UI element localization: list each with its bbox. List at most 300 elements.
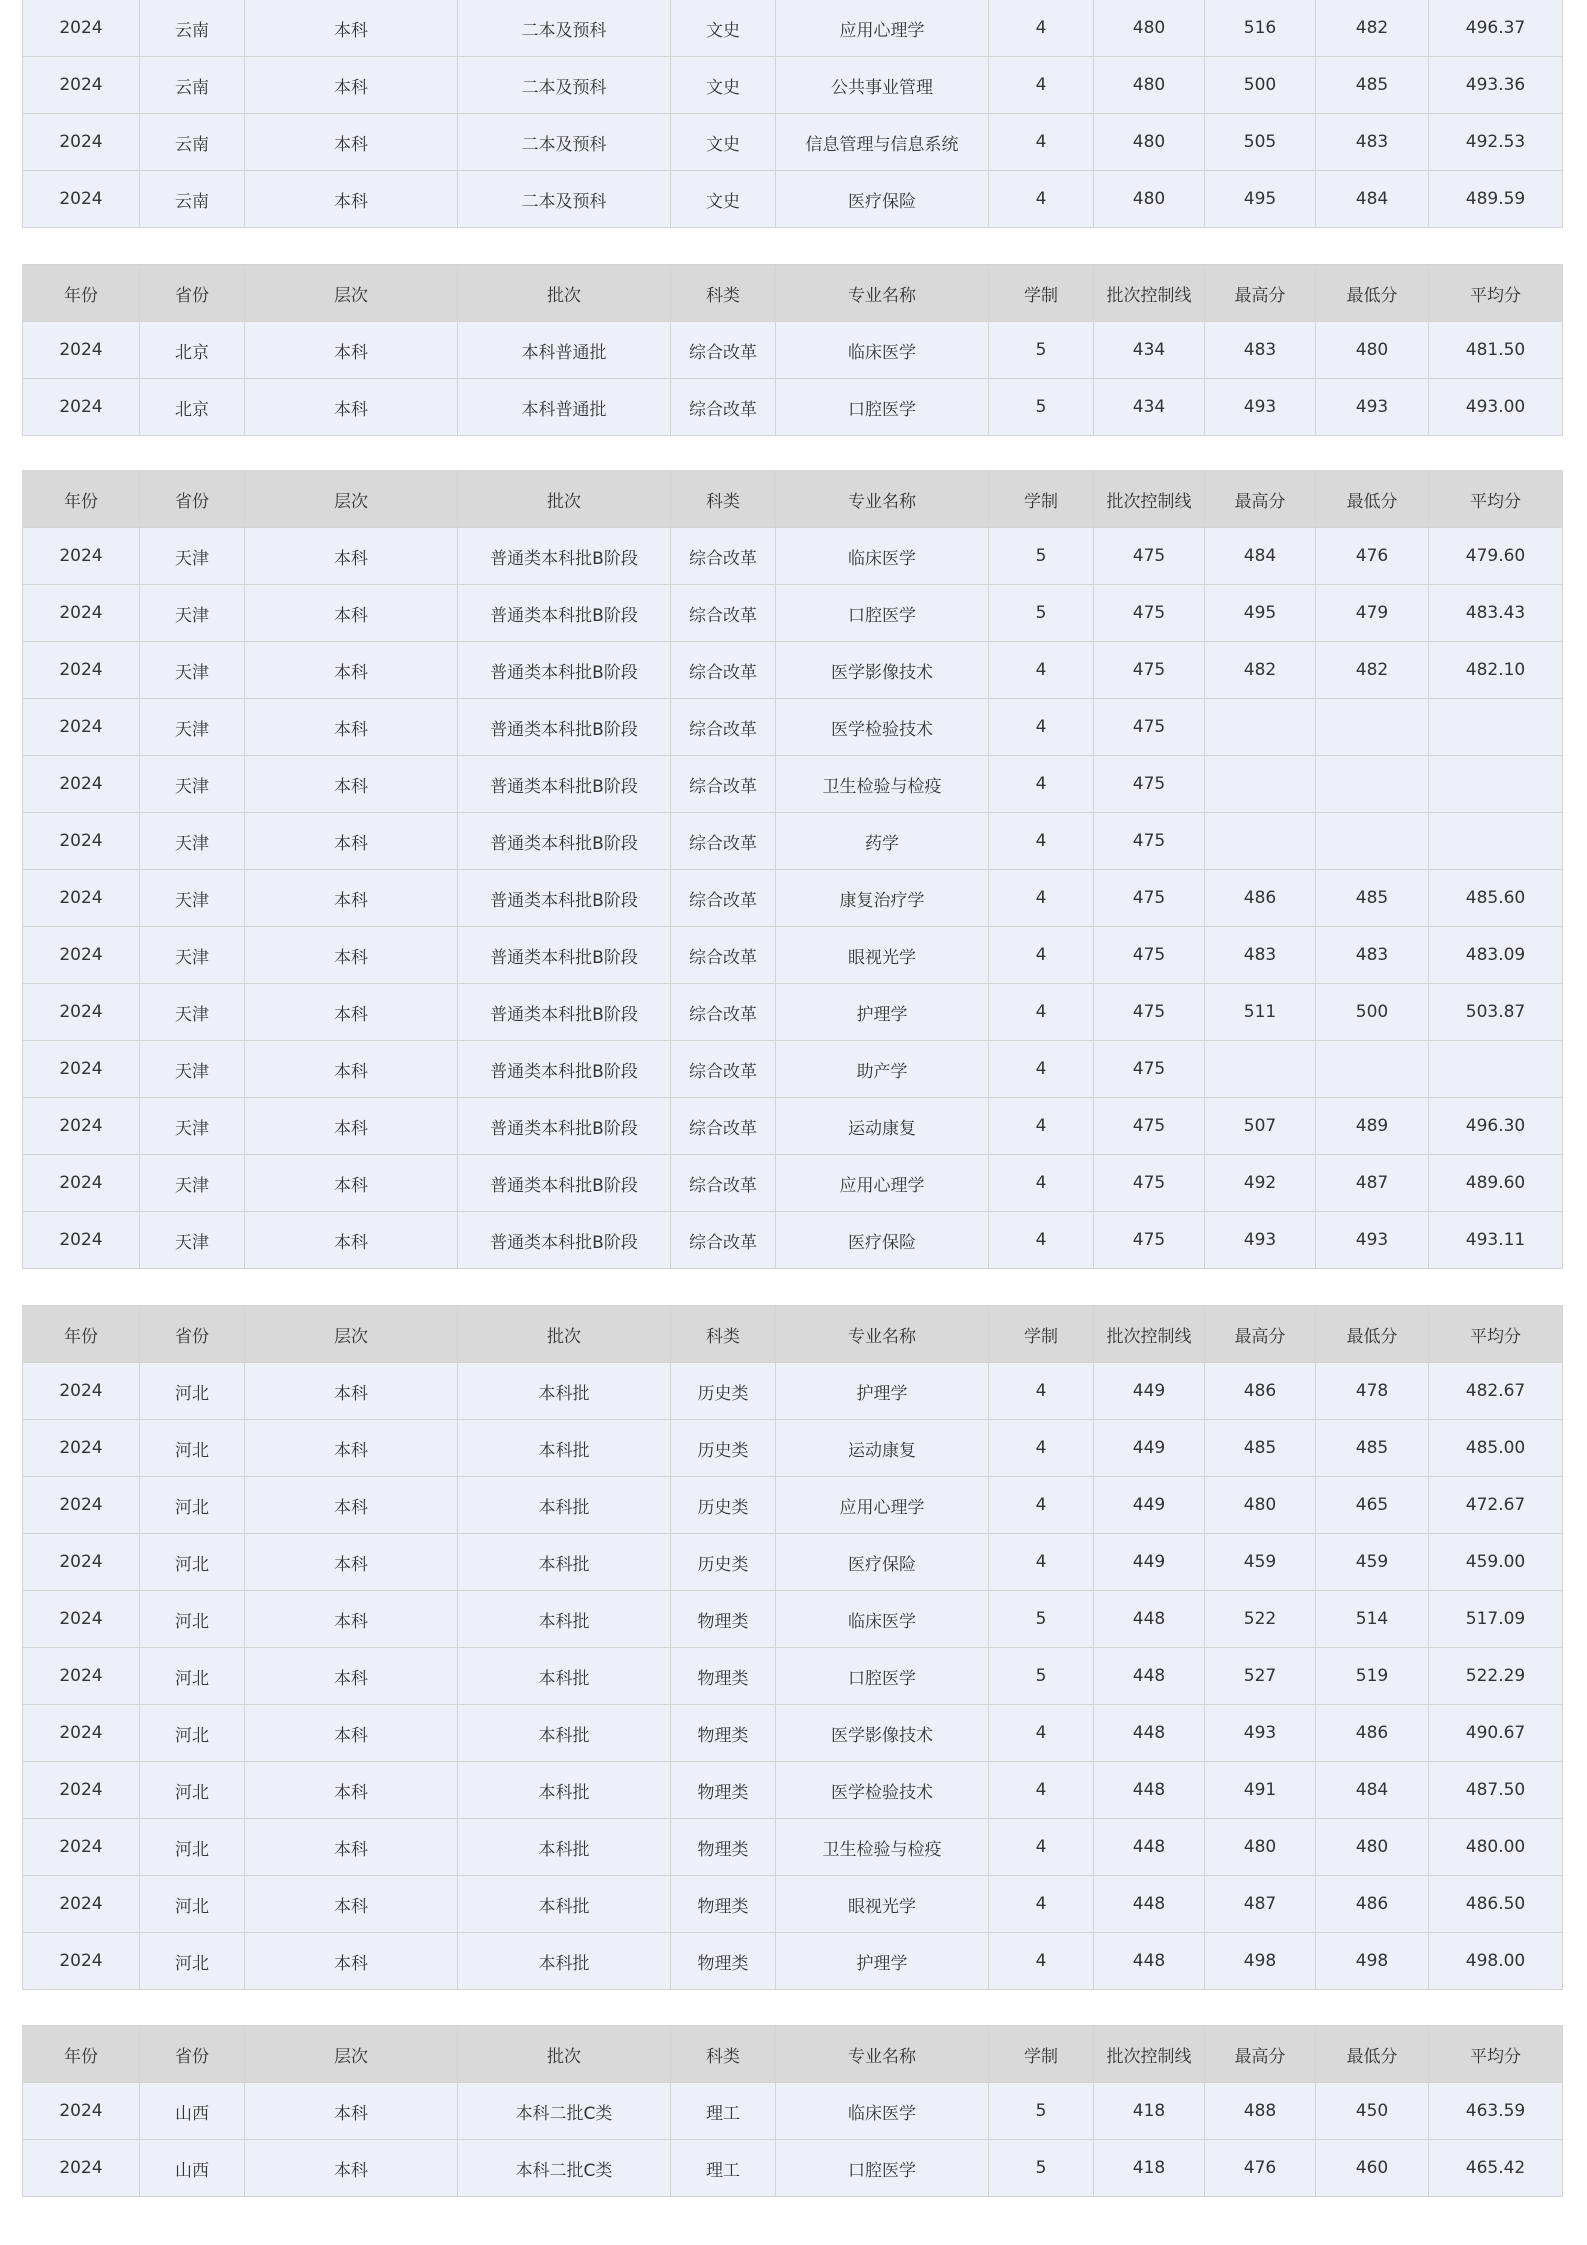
table-cell: 康复治疗学 xyxy=(776,870,989,927)
table-cell: 483 xyxy=(1205,322,1316,379)
table-cell: 物理类 xyxy=(671,1705,776,1762)
table-cell: 综合改革 xyxy=(671,984,776,1041)
table-cell: 482.10 xyxy=(1429,642,1563,699)
table-cell: 517.09 xyxy=(1429,1591,1563,1648)
table-cell: 本科批 xyxy=(458,1876,671,1933)
table-cell: 479 xyxy=(1316,585,1429,642)
table-cell: 医学影像技术 xyxy=(776,1705,989,1762)
table-cell: 综合改革 xyxy=(671,813,776,870)
table-cell: 2024 xyxy=(23,322,140,379)
table-cell: 511 xyxy=(1205,984,1316,1041)
table-cell: 2024 xyxy=(23,1420,140,1477)
table-cell: 5 xyxy=(989,2083,1094,2140)
table-cell: 475 xyxy=(1094,1212,1205,1269)
table-cell: 519 xyxy=(1316,1648,1429,1705)
table-cell: 文史 xyxy=(671,57,776,114)
table-cell: 综合改革 xyxy=(671,379,776,436)
column-header: 科类 xyxy=(671,1306,776,1363)
table-row xyxy=(23,1762,1563,1819)
table-cell: 2024 xyxy=(23,1876,140,1933)
table-cell: 天津 xyxy=(140,1041,245,1098)
column-header: 最低分 xyxy=(1316,1306,1429,1363)
table-cell: 459 xyxy=(1205,1534,1316,1591)
table-cell: 本科 xyxy=(245,1420,458,1477)
table-cell: 4 xyxy=(989,171,1094,228)
table-cell: 护理学 xyxy=(776,1363,989,1420)
table-cell: 临床医学 xyxy=(776,528,989,585)
score-table-yunnan xyxy=(22,0,1563,228)
table-row xyxy=(23,699,1563,756)
table-cell: 485.60 xyxy=(1429,870,1563,927)
table-cell: 480 xyxy=(1094,171,1205,228)
table-row xyxy=(23,1363,1563,1420)
table-row xyxy=(23,813,1563,870)
table-cell: 综合改革 xyxy=(671,756,776,813)
table-cell: 公共事业管理 xyxy=(776,57,989,114)
table-cell: 490.67 xyxy=(1429,1705,1563,1762)
table-cell: 河北 xyxy=(140,1420,245,1477)
table-cell: 本科批 xyxy=(458,1933,671,1990)
table-cell: 信息管理与信息系统 xyxy=(776,114,989,171)
table-cell: 助产学 xyxy=(776,1041,989,1098)
column-header: 批次 xyxy=(458,471,671,528)
table-cell: 4 xyxy=(989,1363,1094,1420)
score-table-hebei xyxy=(22,1305,1563,1990)
table-cell: 483.43 xyxy=(1429,585,1563,642)
table-cell: 护理学 xyxy=(776,984,989,1041)
table-cell: 本科 xyxy=(245,1933,458,1990)
table-cell: 理工 xyxy=(671,2083,776,2140)
table-cell: 2024 xyxy=(23,2083,140,2140)
table-cell: 480 xyxy=(1205,1819,1316,1876)
column-header: 层次 xyxy=(245,2026,458,2083)
table-cell: 天津 xyxy=(140,927,245,984)
table-cell: 485 xyxy=(1316,57,1429,114)
table-cell: 480 xyxy=(1094,0,1205,57)
table-cell: 本科 xyxy=(245,642,458,699)
table-cell: 2024 xyxy=(23,1762,140,1819)
table-cell: 普通类本科批B阶段 xyxy=(458,1212,671,1269)
table-cell: 492.53 xyxy=(1429,114,1563,171)
table-cell: 眼视光学 xyxy=(776,927,989,984)
table-cell: 489.59 xyxy=(1429,171,1563,228)
table-cell: 459 xyxy=(1316,1534,1429,1591)
table-cell: 5 xyxy=(989,1648,1094,1705)
table-cell: 综合改革 xyxy=(671,1098,776,1155)
table-cell: 5 xyxy=(989,2140,1094,2197)
table-cell: 本科 xyxy=(245,1591,458,1648)
column-header: 平均分 xyxy=(1429,2026,1563,2083)
column-header: 科类 xyxy=(671,265,776,322)
table-cell: 4 xyxy=(989,114,1094,171)
table-cell: 4 xyxy=(989,642,1094,699)
table-cell: 448 xyxy=(1094,1762,1205,1819)
table-cell: 475 xyxy=(1094,1098,1205,1155)
table-cell: 应用心理学 xyxy=(776,0,989,57)
table-cell: 486 xyxy=(1205,870,1316,927)
table-cell: 普通类本科批B阶段 xyxy=(458,642,671,699)
table-cell: 临床医学 xyxy=(776,1591,989,1648)
column-header: 专业名称 xyxy=(776,265,989,322)
table-cell: 河北 xyxy=(140,1591,245,1648)
table-cell: 临床医学 xyxy=(776,2083,989,2140)
table-cell: 482 xyxy=(1316,0,1429,57)
table-cell: 434 xyxy=(1094,379,1205,436)
table-cell: 498 xyxy=(1316,1933,1429,1990)
table-cell: 500 xyxy=(1205,57,1316,114)
score-table-shanxi xyxy=(22,2025,1563,2197)
table-cell: 4 xyxy=(989,1420,1094,1477)
table-cell: 本科 xyxy=(245,114,458,171)
table-cell: 本科 xyxy=(245,1477,458,1534)
table-cell: 物理类 xyxy=(671,1876,776,1933)
table-cell: 475 xyxy=(1094,927,1205,984)
table-cell: 二本及预科 xyxy=(458,0,671,57)
table-cell: 运动康复 xyxy=(776,1098,989,1155)
table-cell: 418 xyxy=(1094,2083,1205,2140)
table-cell: 天津 xyxy=(140,756,245,813)
table-cell: 522 xyxy=(1205,1591,1316,1648)
table-cell: 综合改革 xyxy=(671,1041,776,1098)
table-cell: 2024 xyxy=(23,1041,140,1098)
table-cell: 本科 xyxy=(245,1876,458,1933)
table-cell: 口腔医学 xyxy=(776,585,989,642)
table-row xyxy=(23,322,1563,379)
column-header: 最高分 xyxy=(1205,2026,1316,2083)
table-row xyxy=(23,379,1563,436)
table-cell: 448 xyxy=(1094,1933,1205,1990)
table-cell: 本科 xyxy=(245,756,458,813)
table-row xyxy=(23,585,1563,642)
table-cell: 河北 xyxy=(140,1819,245,1876)
table-cell: 本科 xyxy=(245,699,458,756)
table-cell: 4 xyxy=(989,756,1094,813)
table-cell: 历史类 xyxy=(671,1534,776,1591)
table-cell: 本科 xyxy=(245,528,458,585)
table-cell: 4 xyxy=(989,1041,1094,1098)
table-cell: 普通类本科批B阶段 xyxy=(458,528,671,585)
table-cell: 482 xyxy=(1316,642,1429,699)
table-cell: 普通类本科批B阶段 xyxy=(458,756,671,813)
table-cell: 2024 xyxy=(23,114,140,171)
table-cell: 应用心理学 xyxy=(776,1155,989,1212)
table-cell: 医疗保险 xyxy=(776,171,989,228)
table-cell: 综合改革 xyxy=(671,585,776,642)
table-row xyxy=(23,2140,1563,2197)
table-cell: 本科批 xyxy=(458,1477,671,1534)
column-header: 平均分 xyxy=(1429,471,1563,528)
table-cell: 河北 xyxy=(140,1648,245,1705)
table-row xyxy=(23,927,1563,984)
table-cell: 475 xyxy=(1094,756,1205,813)
table-cell: 4 xyxy=(989,1155,1094,1212)
column-header: 最低分 xyxy=(1316,471,1429,528)
table-row xyxy=(23,2083,1563,2140)
table-cell: 普通类本科批B阶段 xyxy=(458,813,671,870)
table-cell: 2024 xyxy=(23,1363,140,1420)
table-cell: 天津 xyxy=(140,984,245,1041)
table-cell: 489 xyxy=(1316,1098,1429,1155)
table-cell: 4 xyxy=(989,1762,1094,1819)
column-header: 科类 xyxy=(671,471,776,528)
table-cell: 云南 xyxy=(140,171,245,228)
table-cell xyxy=(1429,756,1563,813)
table-cell: 493 xyxy=(1205,1705,1316,1762)
table-cell: 475 xyxy=(1094,642,1205,699)
table-cell: 516 xyxy=(1205,0,1316,57)
table-cell: 2024 xyxy=(23,1098,140,1155)
table-cell: 应用心理学 xyxy=(776,1477,989,1534)
table-cell: 本科 xyxy=(245,0,458,57)
column-header: 省份 xyxy=(140,471,245,528)
table-cell: 486 xyxy=(1205,1363,1316,1420)
table-cell: 475 xyxy=(1094,984,1205,1041)
table-cell: 487 xyxy=(1205,1876,1316,1933)
table-cell: 4 xyxy=(989,699,1094,756)
table-cell: 448 xyxy=(1094,1705,1205,1762)
table-cell: 4 xyxy=(989,1534,1094,1591)
table-cell: 物理类 xyxy=(671,1591,776,1648)
table-cell: 本科批 xyxy=(458,1705,671,1762)
table-cell: 472.67 xyxy=(1429,1477,1563,1534)
table-cell: 449 xyxy=(1094,1534,1205,1591)
table-cell: 药学 xyxy=(776,813,989,870)
column-header: 层次 xyxy=(245,265,458,322)
column-header: 学制 xyxy=(989,471,1094,528)
table-cell: 4 xyxy=(989,0,1094,57)
table-cell: 历史类 xyxy=(671,1363,776,1420)
table-cell: 485 xyxy=(1205,1420,1316,1477)
header-row xyxy=(23,1306,1563,1363)
table-cell: 487 xyxy=(1316,1155,1429,1212)
table-cell: 综合改革 xyxy=(671,528,776,585)
table-cell: 482 xyxy=(1205,642,1316,699)
table-cell: 2024 xyxy=(23,0,140,57)
table-cell: 本科 xyxy=(245,379,458,436)
table-cell: 本科 xyxy=(245,2140,458,2197)
table-row xyxy=(23,57,1563,114)
table-cell: 本科 xyxy=(245,1705,458,1762)
table-row xyxy=(23,1819,1563,1876)
table-cell: 448 xyxy=(1094,1591,1205,1648)
table-cell: 2024 xyxy=(23,57,140,114)
table-cell: 医学检验技术 xyxy=(776,699,989,756)
table-cell: 495 xyxy=(1205,171,1316,228)
table-cell: 4 xyxy=(989,1098,1094,1155)
table-cell: 本科普通批 xyxy=(458,322,671,379)
table-cell: 本科二批C类 xyxy=(458,2140,671,2197)
table-cell xyxy=(1316,1041,1429,1098)
table-cell: 物理类 xyxy=(671,1762,776,1819)
table-cell: 2024 xyxy=(23,1591,140,1648)
table-row xyxy=(23,1933,1563,1990)
table-cell: 普通类本科批B阶段 xyxy=(458,870,671,927)
table-cell: 文史 xyxy=(671,0,776,57)
table-cell: 天津 xyxy=(140,870,245,927)
table-cell xyxy=(1429,1041,1563,1098)
table-cell: 480.00 xyxy=(1429,1819,1563,1876)
column-header: 省份 xyxy=(140,265,245,322)
table-cell: 485 xyxy=(1316,870,1429,927)
table-row xyxy=(23,870,1563,927)
table-cell: 2024 xyxy=(23,1477,140,1534)
score-table-tianjin xyxy=(22,470,1563,1269)
table-cell: 河北 xyxy=(140,1363,245,1420)
column-header: 平均分 xyxy=(1429,265,1563,322)
score-table-beijing xyxy=(22,264,1563,436)
table-cell: 2024 xyxy=(23,642,140,699)
column-header: 年份 xyxy=(23,2026,140,2083)
table-cell: 514 xyxy=(1316,1591,1429,1648)
table-cell: 475 xyxy=(1094,870,1205,927)
table-cell: 476 xyxy=(1205,2140,1316,2197)
table-cell: 历史类 xyxy=(671,1477,776,1534)
column-header: 学制 xyxy=(989,265,1094,322)
column-header: 年份 xyxy=(23,1306,140,1363)
table-cell: 山西 xyxy=(140,2140,245,2197)
table-cell: 云南 xyxy=(140,0,245,57)
table-cell: 4 xyxy=(989,813,1094,870)
column-header: 最高分 xyxy=(1205,471,1316,528)
table-cell: 天津 xyxy=(140,1098,245,1155)
table-cell: 普通类本科批B阶段 xyxy=(458,585,671,642)
table-cell: 480 xyxy=(1205,1477,1316,1534)
column-header: 年份 xyxy=(23,265,140,322)
column-header: 最低分 xyxy=(1316,265,1429,322)
table-cell: 503.87 xyxy=(1429,984,1563,1041)
table-cell: 本科 xyxy=(245,1534,458,1591)
table-cell: 文史 xyxy=(671,114,776,171)
table-cell: 理工 xyxy=(671,2140,776,2197)
column-header: 省份 xyxy=(140,2026,245,2083)
table-cell: 本科批 xyxy=(458,1420,671,1477)
column-header: 层次 xyxy=(245,1306,458,1363)
table-cell: 4 xyxy=(989,1876,1094,1933)
table-cell: 运动康复 xyxy=(776,1420,989,1477)
table-cell: 综合改革 xyxy=(671,1212,776,1269)
table-cell: 487.50 xyxy=(1429,1762,1563,1819)
table-cell: 2024 xyxy=(23,1933,140,1990)
table-cell xyxy=(1316,756,1429,813)
table-cell: 5 xyxy=(989,322,1094,379)
table-cell: 486 xyxy=(1316,1705,1429,1762)
table-cell: 临床医学 xyxy=(776,322,989,379)
table-cell: 491 xyxy=(1205,1762,1316,1819)
table-cell: 口腔医学 xyxy=(776,2140,989,2197)
table-cell: 4 xyxy=(989,870,1094,927)
column-header: 批次控制线 xyxy=(1094,265,1205,322)
table-cell: 口腔医学 xyxy=(776,379,989,436)
table-cell: 505 xyxy=(1205,114,1316,171)
table-cell: 2024 xyxy=(23,870,140,927)
table-cell: 493 xyxy=(1316,1212,1429,1269)
table-cell: 4 xyxy=(989,984,1094,1041)
table-cell: 5 xyxy=(989,528,1094,585)
table-cell: 医疗保险 xyxy=(776,1534,989,1591)
table-cell: 综合改革 xyxy=(671,322,776,379)
table-cell: 天津 xyxy=(140,1155,245,1212)
table-cell: 河北 xyxy=(140,1477,245,1534)
table-cell: 5 xyxy=(989,1591,1094,1648)
table-cell: 本科 xyxy=(245,1819,458,1876)
table-cell: 4 xyxy=(989,1212,1094,1269)
table-cell: 河北 xyxy=(140,1762,245,1819)
column-header: 批次控制线 xyxy=(1094,1306,1205,1363)
table-cell: 北京 xyxy=(140,379,245,436)
table-cell: 本科 xyxy=(245,870,458,927)
table-cell: 河北 xyxy=(140,1705,245,1762)
table-cell: 本科批 xyxy=(458,1591,671,1648)
table-cell: 综合改革 xyxy=(671,870,776,927)
table-cell: 本科 xyxy=(245,1762,458,1819)
table-cell: 450 xyxy=(1316,2083,1429,2140)
table-cell: 2024 xyxy=(23,756,140,813)
table-cell: 475 xyxy=(1094,1041,1205,1098)
table-cell: 4 xyxy=(989,1933,1094,1990)
table-cell: 522.29 xyxy=(1429,1648,1563,1705)
table-cell: 488 xyxy=(1205,2083,1316,2140)
table-cell: 496.37 xyxy=(1429,0,1563,57)
table-cell: 495 xyxy=(1205,585,1316,642)
table-row xyxy=(23,0,1563,57)
table-cell: 493.00 xyxy=(1429,379,1563,436)
column-header: 学制 xyxy=(989,1306,1094,1363)
table-cell: 物理类 xyxy=(671,1648,776,1705)
table-cell: 486.50 xyxy=(1429,1876,1563,1933)
table-cell: 434 xyxy=(1094,322,1205,379)
table-cell: 历史类 xyxy=(671,1420,776,1477)
table-cell: 本科 xyxy=(245,322,458,379)
table-cell: 河北 xyxy=(140,1933,245,1990)
table-cell: 2024 xyxy=(23,1534,140,1591)
column-header: 专业名称 xyxy=(776,471,989,528)
table-cell: 2024 xyxy=(23,528,140,585)
table-cell: 本科 xyxy=(245,2083,458,2140)
table-cell: 4 xyxy=(989,1819,1094,1876)
table-row xyxy=(23,1098,1563,1155)
table-cell: 478 xyxy=(1316,1363,1429,1420)
table-cell: 本科 xyxy=(245,1212,458,1269)
table-cell: 物理类 xyxy=(671,1933,776,1990)
table-cell xyxy=(1429,699,1563,756)
table-cell: 本科 xyxy=(245,171,458,228)
table-cell: 449 xyxy=(1094,1477,1205,1534)
table-cell: 527 xyxy=(1205,1648,1316,1705)
table-cell: 本科 xyxy=(245,1648,458,1705)
column-header: 专业名称 xyxy=(776,2026,989,2083)
table-cell: 475 xyxy=(1094,528,1205,585)
table-cell: 本科 xyxy=(245,57,458,114)
table-cell: 4 xyxy=(989,1705,1094,1762)
table-cell: 475 xyxy=(1094,813,1205,870)
table-cell: 2024 xyxy=(23,1212,140,1269)
table-cell: 476 xyxy=(1316,528,1429,585)
table-row xyxy=(23,1477,1563,1534)
table-cell: 507 xyxy=(1205,1098,1316,1155)
table-cell: 449 xyxy=(1094,1363,1205,1420)
table-cell: 448 xyxy=(1094,1819,1205,1876)
table-cell: 459.00 xyxy=(1429,1534,1563,1591)
table-cell: 普通类本科批B阶段 xyxy=(458,1155,671,1212)
table-cell: 489.60 xyxy=(1429,1155,1563,1212)
table-cell: 综合改革 xyxy=(671,699,776,756)
table-cell: 498 xyxy=(1205,1933,1316,1990)
column-header: 省份 xyxy=(140,1306,245,1363)
table-cell: 普通类本科批B阶段 xyxy=(458,1041,671,1098)
table-cell: 天津 xyxy=(140,528,245,585)
table-cell: 普通类本科批B阶段 xyxy=(458,984,671,1041)
table-cell: 本科批 xyxy=(458,1534,671,1591)
